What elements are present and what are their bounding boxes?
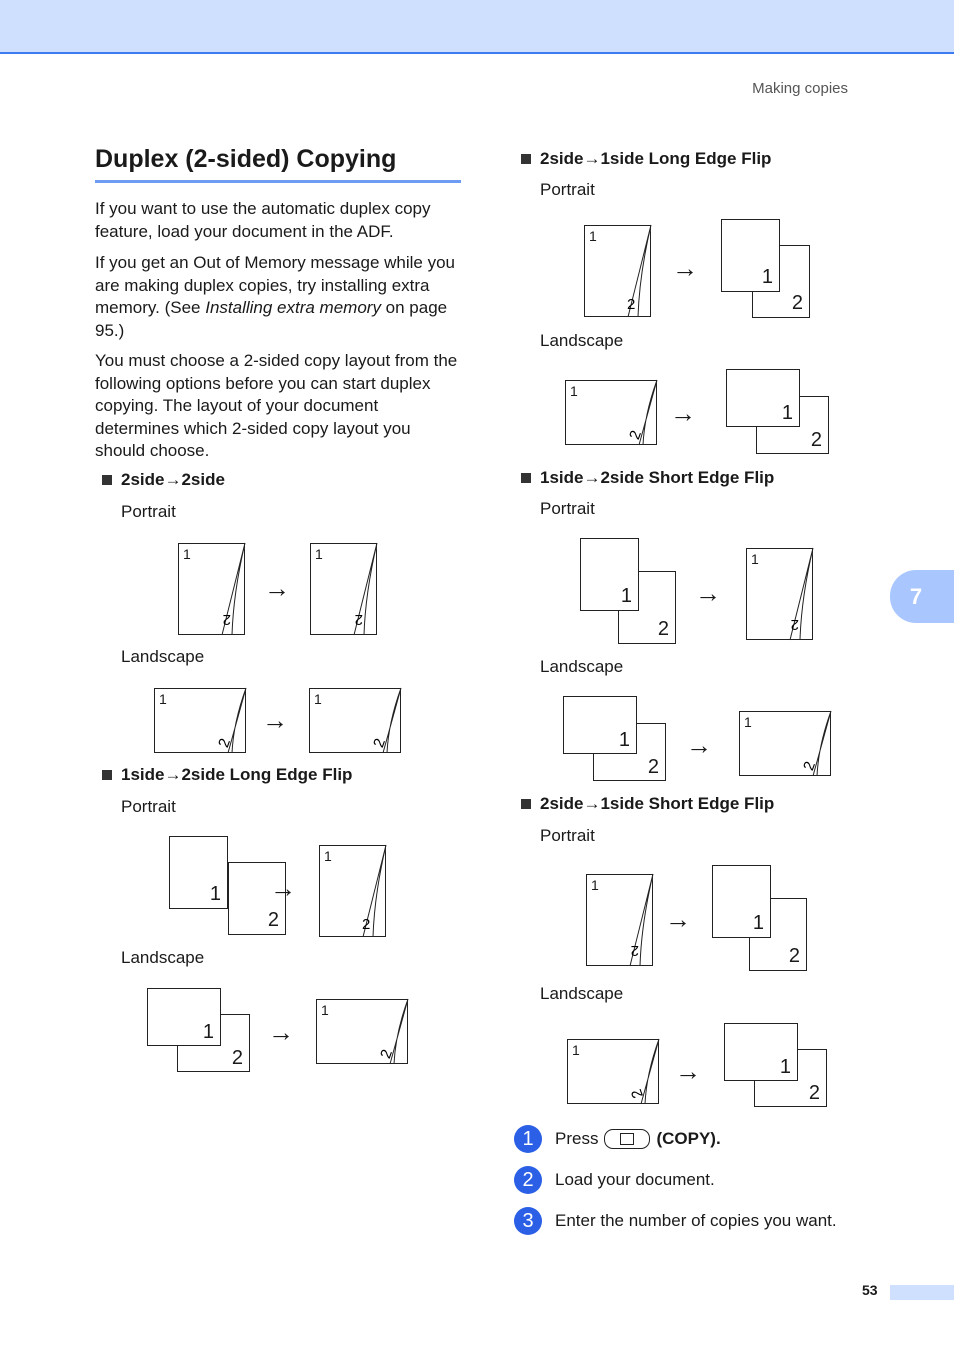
page-flip: 1 — [584, 225, 651, 317]
label-landscape: Landscape — [540, 984, 624, 1003]
curl-shape — [567, 1039, 659, 1104]
step-number: 3 — [514, 1207, 542, 1235]
arrow-icon: → — [675, 1056, 701, 1086]
curl-shape — [154, 688, 246, 753]
page-flip: 1 — [746, 548, 813, 640]
label-portrait: Portrait — [121, 502, 176, 521]
curl-shape — [316, 999, 408, 1064]
curl-shape — [586, 874, 653, 966]
paragraph-memory: If you get an Out of Memory message while you are making duplex copies, try installing extra memory. (See Installing extra memory on page 95.) — [95, 253, 456, 340]
svg-text:2: 2 — [627, 296, 636, 313]
page-flip: 1 — [319, 845, 386, 937]
svg-text:2: 2 — [215, 736, 234, 750]
curl-shape — [309, 688, 401, 753]
svg-text:2: 2 — [377, 1047, 396, 1061]
label-portrait: Portrait — [121, 797, 176, 816]
section-2side-2side: 2side→2side — [102, 470, 225, 490]
page-one: 1 — [563, 696, 637, 754]
page-one: 1 — [580, 538, 639, 611]
curl-shape — [310, 543, 377, 635]
curl-shape — [319, 845, 386, 937]
page-flip-landscape: 1 — [309, 688, 401, 753]
curl-shape — [584, 225, 651, 317]
label-landscape: Landscape — [540, 657, 624, 676]
arrow-icon: → — [268, 1017, 294, 1047]
step-number: 2 — [514, 1166, 542, 1194]
copy-key-icon[interactable] — [604, 1129, 650, 1149]
page-one: 1 — [169, 836, 228, 909]
page-two: 2 — [752, 245, 810, 318]
page-flip-landscape: 1 — [739, 711, 831, 776]
arrow-icon: → — [670, 398, 696, 428]
step-2: 2 Load your document. — [514, 1166, 715, 1194]
label-portrait: Portrait — [540, 180, 595, 199]
arrow-icon: → — [695, 578, 721, 608]
step-1: 1 Press (COPY). — [514, 1125, 721, 1153]
page-one: 1 — [147, 988, 221, 1046]
arrow-icon: → — [665, 904, 691, 934]
section-1side-2side-short: 1side→2side Short Edge Flip — [521, 468, 774, 488]
arrow-icon: → — [264, 573, 290, 603]
svg-text:2: 2 — [626, 428, 645, 442]
svg-text:2: 2 — [362, 916, 371, 933]
label-landscape: Landscape — [121, 647, 205, 666]
page-two: 2 — [749, 898, 807, 971]
page-title: Duplex (2-sided) Copying — [95, 145, 461, 183]
curl-shape — [178, 543, 245, 635]
label-portrait: Portrait — [540, 499, 595, 518]
chapter-tab: 7 — [890, 570, 954, 623]
step-number: 1 — [514, 1125, 542, 1153]
page-two: 2 — [593, 723, 666, 781]
footer-bar — [890, 1285, 954, 1300]
page-two: 2 — [228, 862, 286, 935]
section-1side-2side-long: 1side→2side Long Edge Flip — [102, 765, 352, 785]
page-flip-landscape: 1 — [567, 1039, 659, 1104]
cross-reference: Installing extra memory — [205, 298, 381, 317]
label-portrait: Portrait — [540, 826, 595, 845]
label-landscape: Landscape — [121, 948, 205, 967]
page-flip: 1 — [586, 874, 653, 966]
svg-text:2: 2 — [790, 616, 799, 633]
arrow-icon: → — [686, 730, 712, 760]
label-landscape: Landscape — [540, 331, 624, 350]
page-two: 2 — [177, 1014, 250, 1072]
svg-text:2: 2 — [370, 736, 389, 750]
page-flip: 1 — [178, 543, 245, 635]
top-band — [0, 0, 954, 54]
arrow-icon: → — [672, 253, 698, 283]
paragraph-layout: You must choose a 2-sided copy layout from the following options before you can start duplex copying. The layout of your document determines which 2-sided copy layout you should choose. — [95, 351, 458, 460]
curl-shape — [746, 548, 813, 640]
page-number: 53 — [862, 1282, 878, 1298]
page-one: 1 — [726, 369, 800, 427]
section-2side-1side-long: 2side→1side Long Edge Flip — [521, 149, 771, 169]
page-one: 1 — [712, 865, 771, 938]
svg-text:2: 2 — [222, 611, 231, 628]
arrow-icon: → — [270, 873, 296, 903]
svg-text:2: 2 — [800, 759, 819, 773]
page-two: 2 — [754, 1049, 827, 1107]
page-one: 1 — [724, 1023, 798, 1081]
paragraph-adf: If you want to use the automatic duplex copy feature, load your document in the ADF. — [95, 199, 431, 241]
section-2side-1side-short: 2side→1side Short Edge Flip — [521, 794, 774, 814]
arrow-icon: → — [262, 705, 288, 735]
page-two: 2 — [618, 571, 676, 644]
page-one: 1 — [721, 219, 780, 292]
page-two: 2 — [756, 396, 829, 454]
svg-text:2: 2 — [627, 1086, 647, 1101]
page-flip-landscape: 1 — [316, 999, 408, 1064]
svg-text:2: 2 — [354, 611, 363, 628]
page-flip: 1 — [310, 543, 377, 635]
page-flip-landscape: 1 — [565, 380, 657, 445]
step-3: 3 Enter the number of copies you want. — [514, 1207, 837, 1235]
page-flip-landscape: 1 — [154, 688, 246, 753]
running-header: Making copies — [752, 80, 848, 97]
curl-shape — [565, 380, 657, 445]
curl-shape — [739, 711, 831, 776]
svg-text:2: 2 — [630, 942, 639, 959]
